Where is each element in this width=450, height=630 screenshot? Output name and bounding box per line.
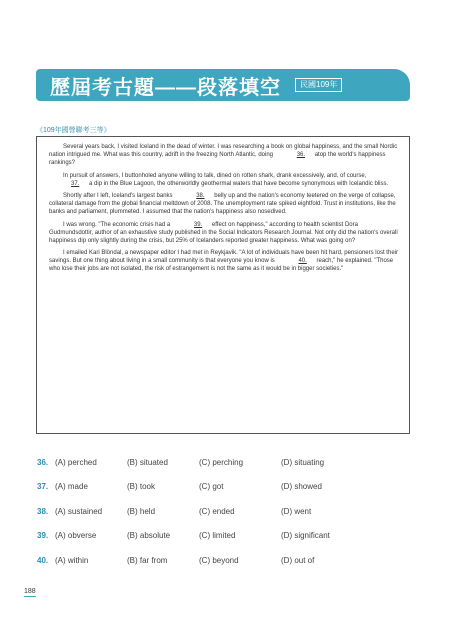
paragraph-1: Several years back, I visited Iceland in the dead of winter. I was researching a book on global happiness, and the small Nordic nation intrigued me. What was this country, adrift in the freezing North Atlantic, doing 36. atop the world's happiness rankings? (49, 144, 398, 166)
question-row (37, 548, 417, 573)
option-d[interactable]: (D) out of (281, 555, 315, 565)
paragraph-4: I was wrong. "The economic crisis had a 39. effect on happiness," according to health scientist Dora Gudmundsdottir, author of an exhaustive study published in the Social Indicators Research Journal. Not only did the nation's overall happiness dip only slightly during the crisis, but 25% of Icelanders reported greater happiness. What was going on? (49, 221, 398, 244)
option-d[interactable]: (D) situating (281, 457, 325, 467)
reading-passage (36, 136, 410, 434)
question-number: 36. (37, 457, 49, 467)
option-a[interactable]: (A) obverse (55, 531, 97, 541)
option-d[interactable]: (D) showed (281, 482, 322, 492)
option-a[interactable]: (A) sustained (55, 506, 103, 516)
blank-36: 36. (296, 152, 306, 158)
question-row (37, 499, 417, 524)
question-number: 38. (37, 506, 49, 516)
option-c[interactable]: (C) perching (199, 457, 244, 467)
blank-37: 37. (71, 180, 80, 187)
option-c[interactable]: (C) got (199, 482, 224, 492)
question-row (37, 475, 417, 500)
option-d[interactable]: (D) went (281, 506, 312, 516)
paragraph-3: Shortly after I left, Iceland's largest banks 38. belly up and the nation's economy teetered on the verge of collapse, collateral damage from the global financial meltdown of 2008. The unemployment rate spiked eightfold. Trust in institutions, like the banks and parliament, plummeted. I assumed that the nation's happiness also nosedived. (49, 193, 396, 215)
paragraph-2: In pursuit of answers, I buttonholed anyone willing to talk, dined on rotten shark, drank excessively, and, of course, 37. a dip in the Blue Lagoon, the otherworldly geothermal waters that have become synonymous with Icelandic bliss. (49, 172, 398, 188)
blank-39: 39. (193, 221, 203, 228)
year-tag: 民國109年 (295, 78, 342, 92)
question-number: 39. (37, 531, 49, 541)
paragraph-5: I emailed Kari Blöndal, a newspaper editor I had met in Reykjavik. "A lot of individuals have been hit hard, pensioners lost their savings. But one thing about living in a small community is that everyone you know is 40. reach," he explained. "Those who lose their jobs are not isolated, the risk of estrangement is not the same as it would be in bigger societies." (49, 250, 398, 272)
question-row (37, 450, 417, 475)
blank-40: 40. (298, 258, 307, 264)
option-c[interactable]: (C) ended (199, 506, 235, 516)
option-c[interactable]: (C) limited (199, 531, 236, 541)
option-a[interactable]: (A) perched (55, 457, 97, 467)
source-label: 《109年國營聯考三等》 (36, 127, 111, 134)
option-b[interactable]: (B) situated (127, 457, 168, 467)
option-a[interactable]: (A) made (55, 482, 88, 492)
question-number: 37. (37, 482, 49, 492)
option-b[interactable]: (B) held (127, 506, 156, 516)
question-number: 40. (37, 555, 49, 565)
blank-38: 38. (196, 193, 205, 199)
option-b[interactable]: (B) far from (127, 555, 168, 565)
option-d[interactable]: (D) significant (281, 531, 330, 541)
option-c[interactable]: (C) beyond (199, 555, 239, 565)
option-b[interactable]: (B) took (127, 482, 156, 492)
answer-options (37, 450, 417, 573)
page-title: 歷屆考古題——段落填空 (50, 76, 281, 99)
option-a[interactable]: (A) within (55, 555, 89, 565)
section-banner (36, 69, 410, 101)
page-number: 188 (24, 588, 36, 595)
question-row (37, 524, 417, 549)
option-b[interactable]: (B) absolute (127, 531, 171, 541)
